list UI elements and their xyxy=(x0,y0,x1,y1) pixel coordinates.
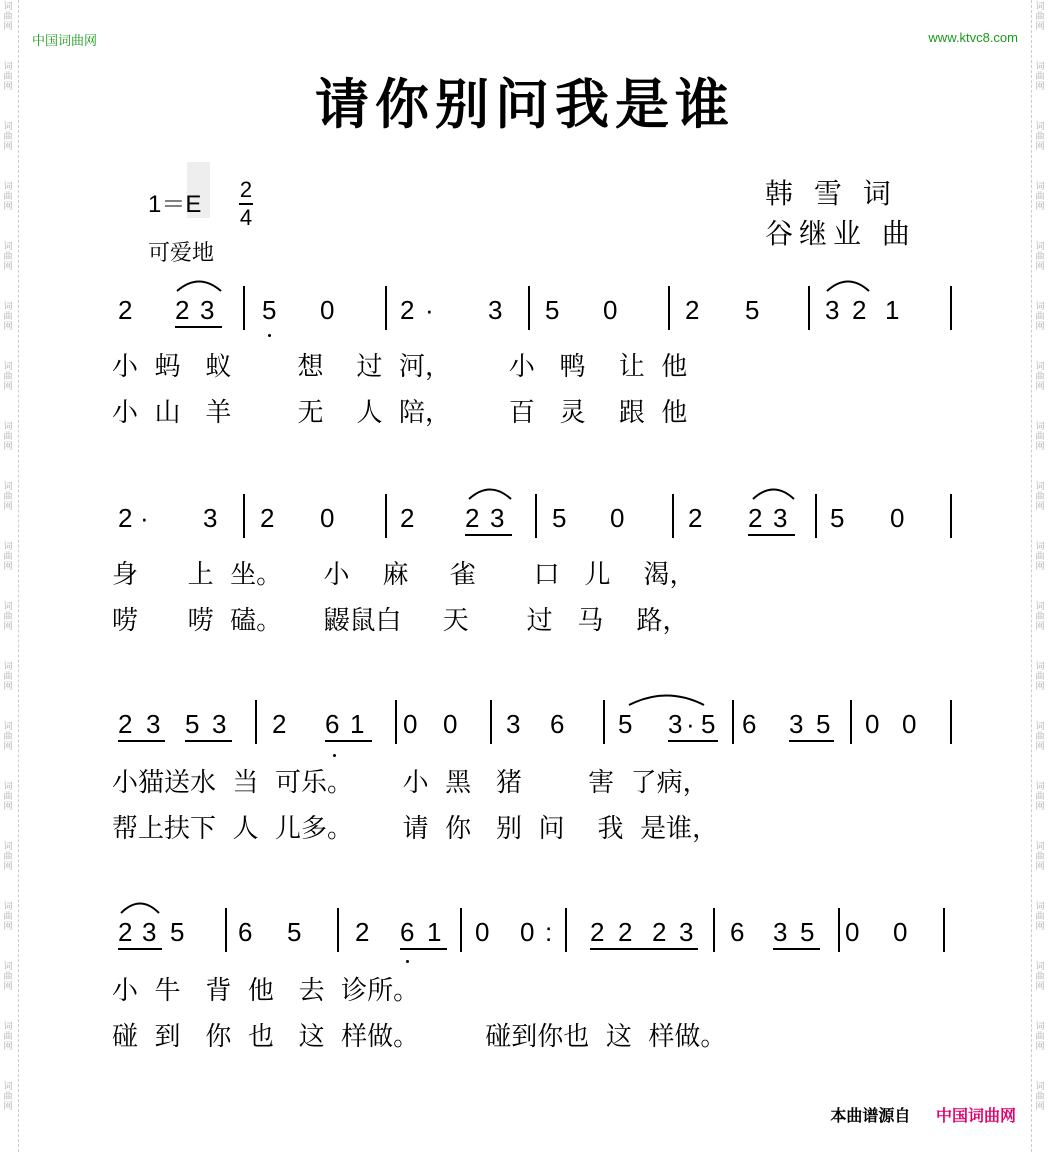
note: 0 xyxy=(610,503,625,533)
bar-line xyxy=(713,908,715,952)
bar-line xyxy=(668,286,670,330)
time-bottom: 4 xyxy=(239,205,253,230)
tempo-marking: 可爱地 xyxy=(148,241,215,266)
note: 2 xyxy=(652,917,667,947)
lyric-line: 小 山 羊 无 人 陪， 百 灵 跟 他 xyxy=(112,398,688,428)
note: 3 xyxy=(146,709,161,739)
watermark-text: 词 曲 网 xyxy=(3,242,13,272)
key-signature: 1＝E xyxy=(148,191,202,218)
watermark-text: 词 曲 网 xyxy=(1035,1022,1045,1052)
watermark-text: 词 曲 网 xyxy=(3,302,13,332)
note: 3 xyxy=(789,709,804,739)
note: 0 xyxy=(403,709,418,739)
beam-underline xyxy=(465,534,512,536)
note: 3 xyxy=(506,709,521,739)
bar-line xyxy=(337,908,339,952)
time-top: 2 xyxy=(239,177,253,202)
time-signature xyxy=(238,178,254,230)
note: 5 xyxy=(545,295,560,325)
watermark-text: 词 曲 网 xyxy=(3,542,13,572)
note: 1 xyxy=(885,295,900,325)
note: 2 xyxy=(118,503,133,533)
beam-underline xyxy=(175,326,222,328)
note: 3 xyxy=(212,709,227,739)
lyric-line: 身 上 坐。 小 麻 雀 口 儿 渴， xyxy=(112,560,696,590)
watermark-text: 词 曲 网 xyxy=(3,662,13,692)
watermark-text: 词 曲 网 xyxy=(3,782,13,812)
lyric-line: 唠 唠 磕。 鼹鼠白 天 过 马 路， xyxy=(112,606,689,636)
note: 5 xyxy=(745,295,760,325)
beam-underline xyxy=(668,740,718,742)
note: 2 xyxy=(618,917,633,947)
note: 5 xyxy=(287,917,302,947)
beam-underline xyxy=(325,740,372,742)
bar-line xyxy=(850,700,852,744)
source-label: 本曲谱源自 xyxy=(830,1106,911,1125)
source-site[interactable]: 中国词曲网 xyxy=(935,1106,1016,1125)
bar-line xyxy=(225,908,227,952)
bar-line xyxy=(815,494,817,538)
watermark-text: 词 曲 网 xyxy=(3,62,13,92)
right-watermark-strip xyxy=(1031,0,1050,1152)
watermark-text: 词 曲 网 xyxy=(1035,542,1045,572)
watermark-text: 词 曲 网 xyxy=(1035,1082,1045,1112)
note: 3 xyxy=(490,503,505,533)
note: 2 xyxy=(118,709,133,739)
bar-line xyxy=(255,700,257,744)
note: 2 xyxy=(688,503,703,533)
note: 2 xyxy=(400,295,415,325)
lyric-line: 小猫送水 当 可乐。 小 黑 猪 害 了病， xyxy=(112,768,709,798)
note: 6 xyxy=(238,917,253,947)
note: 3 xyxy=(203,503,218,533)
note: 6 xyxy=(400,917,415,947)
watermark-text: 词 曲 网 xyxy=(1035,782,1045,812)
tie-arc xyxy=(176,278,222,292)
note: 5 xyxy=(262,295,277,325)
watermark-text: 词 曲 网 xyxy=(3,1082,13,1112)
note: 2 xyxy=(465,503,480,533)
watermark-text: 词 曲 网 xyxy=(3,2,13,32)
watermark-text: 词 曲 网 xyxy=(3,902,13,932)
lyric-line: 碰 到 你 也 这 样做。 碰到你也 这 样做。 xyxy=(112,1022,727,1052)
note: 5 xyxy=(618,709,633,739)
note: 0 xyxy=(865,709,880,739)
site-url[interactable]: www.ktvc8.com xyxy=(928,30,1018,45)
note: 3 xyxy=(488,295,503,325)
octave-dot xyxy=(333,754,336,757)
note: · xyxy=(425,295,434,325)
note: : xyxy=(545,917,553,947)
note: 2 xyxy=(852,295,867,325)
watermark-text: 词 曲 网 xyxy=(1035,302,1045,332)
beam-underline xyxy=(590,948,698,950)
note: 1 xyxy=(350,709,365,739)
note: 2 xyxy=(175,295,190,325)
bar-line xyxy=(490,700,492,744)
note: 0 xyxy=(320,503,335,533)
watermark-text: 词 曲 网 xyxy=(1035,662,1045,692)
bar-line xyxy=(732,700,734,744)
note: 2 xyxy=(590,917,605,947)
note: 6 xyxy=(550,709,565,739)
bar-line xyxy=(535,494,537,538)
lyric-line: 帮上扶下 人 儿多。 请 你 别 问 我 是谁， xyxy=(112,814,719,844)
bar-line xyxy=(950,700,952,744)
note: 0 xyxy=(890,503,905,533)
note: 2 xyxy=(685,295,700,325)
tie-arc xyxy=(468,486,512,500)
lyric-line: 小 牛 背 他 去 诊所。 xyxy=(112,976,420,1006)
watermark-text: 词 曲 网 xyxy=(1035,962,1045,992)
watermark-text: 词 曲 网 xyxy=(3,962,13,992)
note: 2 xyxy=(118,295,133,325)
note: 0 xyxy=(893,917,908,947)
note: 5 xyxy=(800,917,815,947)
note: 3 xyxy=(142,917,157,947)
watermark-text: 词 曲 网 xyxy=(3,842,13,872)
bar-line xyxy=(950,494,952,538)
song-title: 请你别问我是谁 xyxy=(315,72,735,136)
tie-arc xyxy=(628,692,705,706)
watermark-text: 词 曲 网 xyxy=(1035,722,1045,752)
bar-line xyxy=(943,908,945,952)
note: 3 xyxy=(773,917,788,947)
watermark-text: 词 曲 网 xyxy=(3,602,13,632)
watermark-text: 词 曲 网 xyxy=(3,422,13,452)
left-watermark-strip xyxy=(0,0,19,1152)
note: 0 xyxy=(520,917,535,947)
tie-arc xyxy=(120,900,160,914)
note: 0 xyxy=(475,917,490,947)
lyric-line: 小 蚂 蚁 想 过 河， 小 鸭 让 他 xyxy=(112,352,688,382)
watermark-text: 词 曲 网 xyxy=(3,362,13,392)
bar-line xyxy=(243,286,245,330)
note: 5 xyxy=(816,709,831,739)
bar-line xyxy=(385,286,387,330)
note: 5 xyxy=(830,503,845,533)
beam-underline xyxy=(118,740,165,742)
beam-underline xyxy=(789,740,834,742)
bar-line xyxy=(808,286,810,330)
watermark-text: 词 曲 网 xyxy=(1035,422,1045,452)
note: 5 xyxy=(701,709,716,739)
note: 0 xyxy=(902,709,917,739)
note: 2 xyxy=(272,709,287,739)
bar-line xyxy=(385,494,387,538)
octave-dot xyxy=(268,334,271,337)
bar-line xyxy=(950,286,952,330)
note: 1 xyxy=(427,917,442,947)
watermark-text: 词 曲 网 xyxy=(1035,2,1045,32)
tie-arc xyxy=(752,486,795,500)
beam-underline xyxy=(118,948,162,950)
note: 2 xyxy=(400,503,415,533)
note: · xyxy=(140,503,149,533)
bar-line xyxy=(603,700,605,744)
note: 2 xyxy=(748,503,763,533)
note: 0 xyxy=(320,295,335,325)
note: 3 xyxy=(825,295,840,325)
note: 2 xyxy=(260,503,275,533)
watermark-text: 词 曲 网 xyxy=(1035,122,1045,152)
bar-line xyxy=(565,908,567,952)
watermark-text: 词 曲 网 xyxy=(1035,482,1045,512)
note: 3 xyxy=(200,295,215,325)
bar-line xyxy=(395,700,397,744)
note: 3 xyxy=(668,709,683,739)
tie-arc xyxy=(826,278,870,292)
note: 3 xyxy=(773,503,788,533)
note: 0 xyxy=(603,295,618,325)
watermark-text: 词 曲 网 xyxy=(1035,842,1045,872)
watermark-text: 词 曲 网 xyxy=(3,1022,13,1052)
note: 5 xyxy=(185,709,200,739)
bar-line xyxy=(838,908,840,952)
note: 0 xyxy=(845,917,860,947)
watermark-text: 词 曲 网 xyxy=(1035,242,1045,272)
composer-credit: 谷继业 曲 xyxy=(765,217,916,250)
beam-underline xyxy=(400,948,447,950)
watermark-text: 词 曲 网 xyxy=(3,722,13,752)
bar-line xyxy=(672,494,674,538)
beam-underline xyxy=(185,740,232,742)
note: 3 xyxy=(679,917,694,947)
watermark-text: 词 曲 网 xyxy=(1035,362,1045,392)
bar-line xyxy=(243,494,245,538)
watermark-text: 词 曲 网 xyxy=(1035,182,1045,212)
octave-dot xyxy=(406,960,409,963)
bar-line xyxy=(460,908,462,952)
watermark-text: 词 曲 网 xyxy=(3,182,13,212)
note: 6 xyxy=(730,917,745,947)
watermark-text: 词 曲 网 xyxy=(1035,902,1045,932)
site-name-left[interactable]: 中国词曲网 xyxy=(32,34,98,49)
note: 5 xyxy=(552,503,567,533)
watermark-text: 词 曲 网 xyxy=(3,482,13,512)
note: 6 xyxy=(742,709,757,739)
bar-line xyxy=(528,286,530,330)
watermark-text: 词 曲 网 xyxy=(1035,62,1045,92)
lyricist-credit: 韩 雪 词 xyxy=(765,177,897,210)
note: 2 xyxy=(355,917,370,947)
beam-underline xyxy=(773,948,820,950)
watermark-text: 词 曲 网 xyxy=(1035,602,1045,632)
note: · xyxy=(686,709,695,739)
note: 0 xyxy=(443,709,458,739)
watermark-text: 词 曲 网 xyxy=(3,122,13,152)
note: 5 xyxy=(170,917,185,947)
source-credit xyxy=(830,1103,1016,1126)
beam-underline xyxy=(748,534,795,536)
note: 6 xyxy=(325,709,340,739)
note: 2 xyxy=(118,917,133,947)
